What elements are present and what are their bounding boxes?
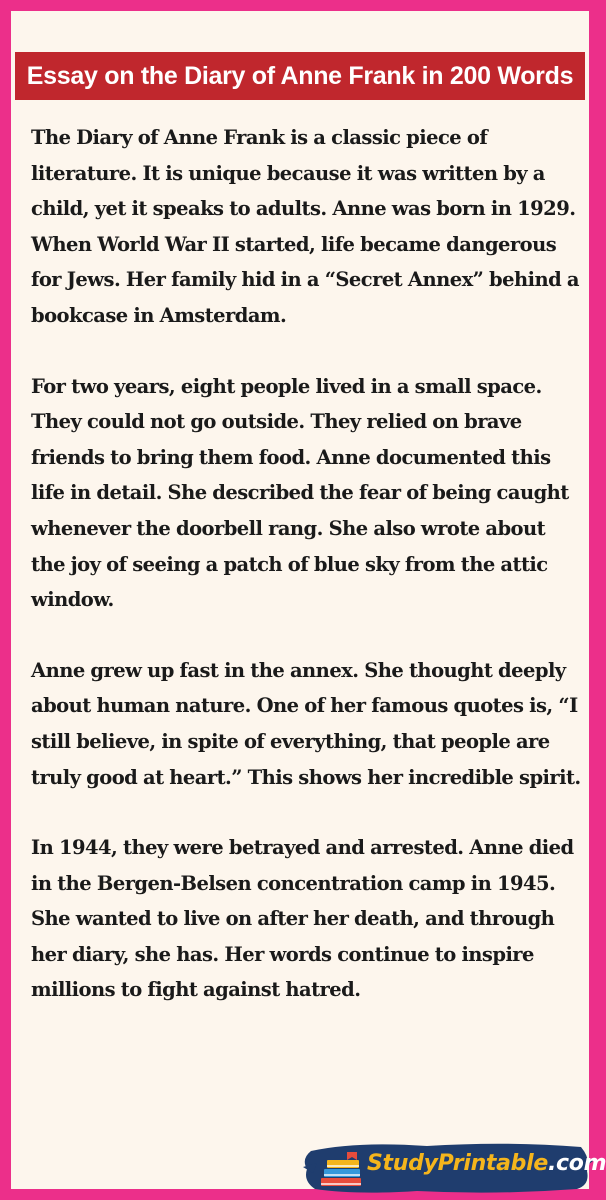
- essay-page: [11, 11, 606, 1189]
- logo-printable-text: Printable: [437, 1151, 548, 1176]
- logo-wordmark: [367, 1151, 606, 1176]
- logo-study-text: Study: [367, 1151, 438, 1176]
- essay-paragraph-2: For two years, eight people lived in a small space. They could not go outside. They relied on brave friends to bring them food. Anne documented this life in detail. She described the fear of being caught whenever the doorbell rang. She also wrote about the joy of seeing a patch of blue sky from the attic window.: [31, 374, 569, 612]
- logo-com-text: .com: [548, 1151, 606, 1176]
- essay-paragraph-4: In 1944, they were betrayed and arrested. Anne died in the Bergen-Belsen concentration camp in 1945. She wanted to live on after her death, and through her diary, she has. Her words continue to inspire millions to fight against hatred.: [31, 836, 574, 1002]
- page-title: Essay on the Diary of Anne Frank in 200 Words: [26, 61, 574, 90]
- books-icon: [317, 1150, 367, 1190]
- title-banner: [15, 52, 585, 100]
- essay-body: [31, 120, 583, 1008]
- essay-paragraph-3: Anne grew up fast in the annex. She thought deeply about human nature. One of her famous quotes is, “I still believe, in spite of everything, that people are truly good at heart.” This shows her incredible spirit.: [31, 658, 581, 789]
- essay-paragraph-1: The Diary of Anne Frank is a classic piece of literature. It is unique because it was written by a child, yet it speaks to adults. Anne was born in 1929. When World War II started, life became dangerous for Jews. Her family hid in a “Secret Annex” behind a bookcase in Amsterdam.: [31, 126, 580, 327]
- studyprintable-logo: [297, 1137, 606, 1197]
